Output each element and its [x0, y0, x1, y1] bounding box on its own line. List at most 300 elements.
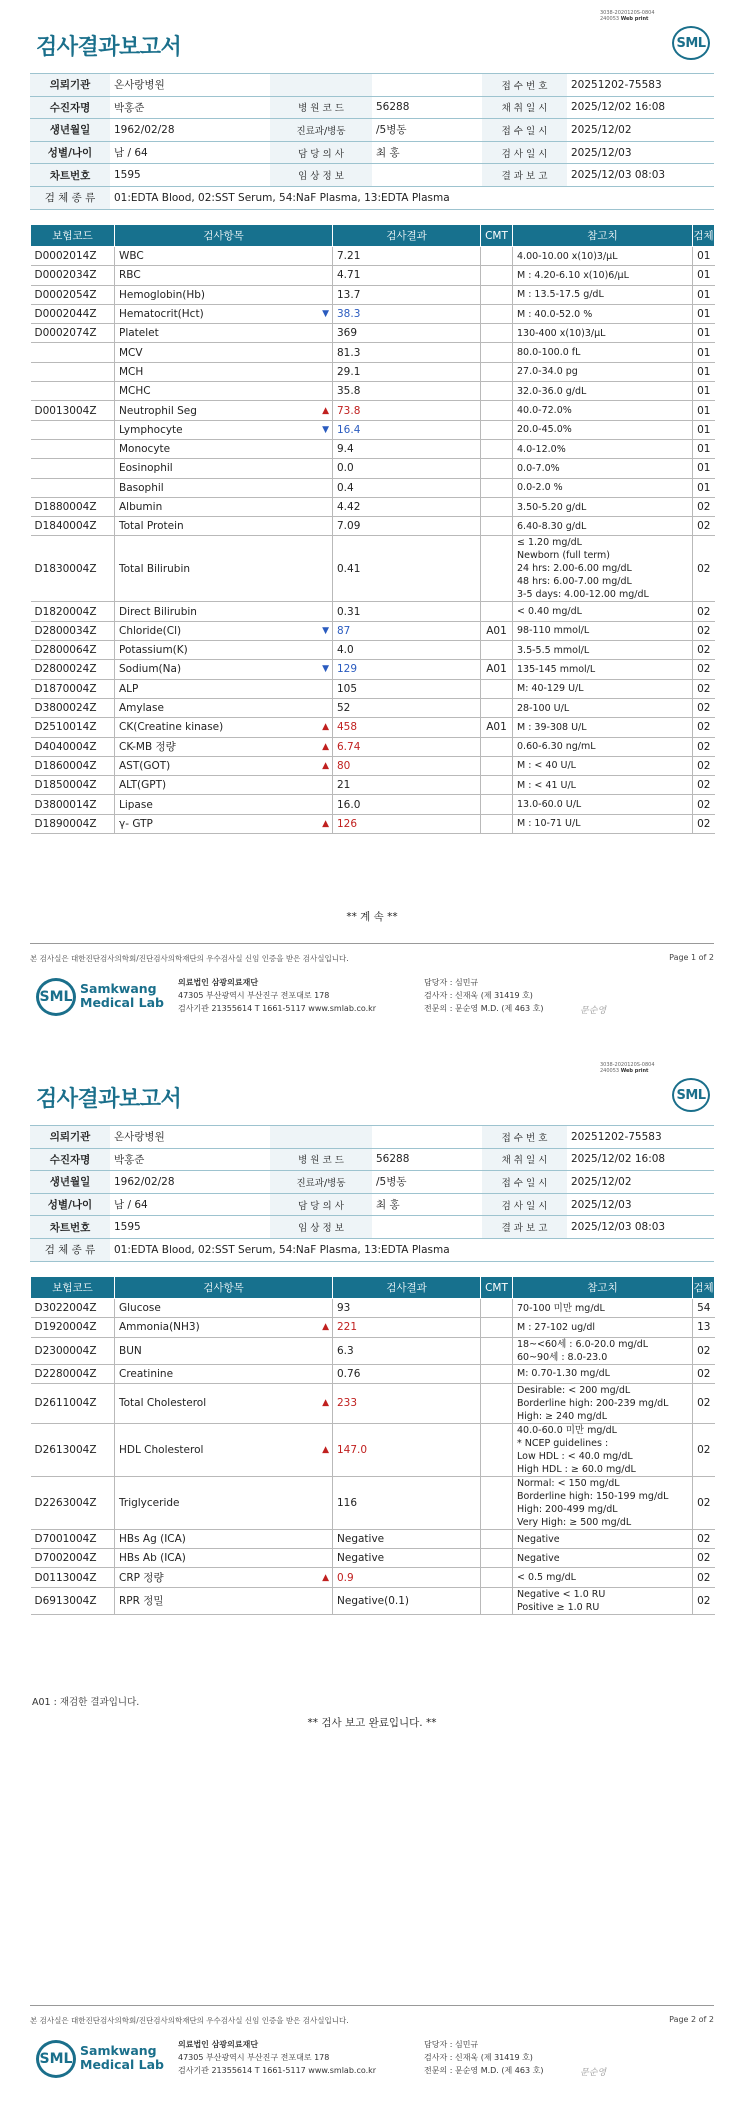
test-item-name: MCV [119, 346, 143, 359]
cmt-code [481, 679, 513, 698]
high-flag-icon: ▲ [322, 818, 329, 829]
divider [30, 943, 714, 944]
test-result: 29.1 [333, 362, 481, 381]
reference-line: < 0.40 mg/dL [517, 606, 582, 618]
insurance-code: D0002014Z [31, 247, 115, 266]
label: 진료과/병동 [270, 119, 372, 142]
test-result: Negative [333, 1529, 481, 1548]
test-item-name: CK(Creatine kinase) [119, 721, 224, 734]
insurance-code: D1850004Z [31, 776, 115, 795]
cmt-code [481, 517, 513, 536]
divider [30, 2005, 714, 2006]
specimen-types: 01:EDTA Blood, 02:SST Serum, 54:NaF Plasma, 13:EDTA Plasma [110, 1238, 714, 1261]
reference-line: High: 200-499 mg/dL [517, 1503, 618, 1515]
result-row [31, 517, 715, 536]
cmt-code [481, 1549, 513, 1568]
test-result: Negative(0.1) [333, 1587, 481, 1614]
test-result: 7.21 [333, 247, 481, 266]
patient-name: 박홍준 [110, 1148, 270, 1171]
reference-line: M : < 40 U/L [517, 760, 576, 772]
label: 결 과 보 고 [482, 1216, 567, 1239]
low-flag-icon: ▼ [322, 625, 329, 636]
result-row [31, 324, 715, 343]
specimen-code: 01 [693, 247, 715, 266]
reference-line: 32.0-36.0 g/dL [517, 385, 587, 397]
specimen-code: 01 [693, 401, 715, 420]
cmt-code [481, 285, 513, 304]
report-datetime: 2025/12/03 08:03 [567, 1216, 714, 1239]
test-result: 21 [333, 776, 481, 795]
test-result: Negative [333, 1549, 481, 1568]
cmt-code [481, 737, 513, 756]
reference-range [513, 814, 693, 833]
test-item [115, 343, 333, 362]
insurance-code [31, 459, 115, 478]
test-result: 93 [333, 1299, 481, 1318]
reference-line: Borderline high: 200-239 mg/dL [517, 1397, 669, 1409]
result-row [31, 1318, 715, 1337]
label: 채 취 일 시 [482, 96, 567, 119]
high-flag-icon: ▲ [322, 741, 329, 752]
specimen-code: 01 [693, 324, 715, 343]
reference-line: M: 0.70-1.30 mg/dL [517, 1368, 610, 1380]
test-result: 369 [333, 324, 481, 343]
specimen-code: 02 [693, 1364, 715, 1383]
result-row [31, 1364, 715, 1383]
result-row [31, 382, 715, 401]
specimen-code: 02 [693, 1529, 715, 1548]
reference-range [513, 1568, 693, 1587]
reference-range [513, 304, 693, 323]
birth-date: 1962/02/28 [110, 119, 270, 142]
specimen-code: 01 [693, 266, 715, 285]
insurance-code [31, 362, 115, 381]
high-flag-icon: ▲ [322, 1444, 329, 1455]
test-item [115, 517, 333, 536]
insurance-code: D0002074Z [31, 324, 115, 343]
test-item [115, 401, 333, 420]
test-item [115, 1476, 333, 1529]
test-item-name: Hemoglobin(Hb) [119, 288, 206, 301]
specimen-code: 02 [693, 660, 715, 679]
test-result: 4.0 [333, 641, 481, 660]
test-item-name: ALT(GPT) [119, 779, 167, 792]
test-item-name: BUN [119, 1344, 142, 1357]
column-header: 참고치 [513, 1277, 693, 1299]
cmt-code [481, 420, 513, 439]
reference-line: M : 40.0-52.0 % [517, 308, 593, 320]
high-flag-icon: ▲ [322, 760, 329, 771]
label: 성별/나이 [30, 141, 110, 164]
label: 차트번호 [30, 1216, 110, 1239]
insurance-code: D0013004Z [31, 401, 115, 420]
label: 임 상 정 보 [270, 164, 372, 187]
cmt-code [481, 304, 513, 323]
specimen-code: 01 [693, 382, 715, 401]
test-item-name: Amylase [119, 702, 164, 715]
test-item-name: Total Protein [119, 520, 184, 533]
cmt-code [481, 1587, 513, 1614]
test-result: 221 [333, 1318, 481, 1337]
test-item [115, 660, 333, 679]
specimen-code: 01 [693, 362, 715, 381]
reference-range [513, 1364, 693, 1383]
insurance-code: D0002044Z [31, 304, 115, 323]
test-item [115, 1423, 333, 1476]
insurance-code: D3022004Z [31, 1299, 115, 1318]
test-item-name: Chloride(Cl) [119, 624, 182, 637]
reference-range [513, 536, 693, 602]
test-item-name: Basophil [119, 481, 164, 494]
test-item-name: Ammonia(NH3) [119, 1321, 200, 1334]
insurance-code: D2280004Z [31, 1364, 115, 1383]
result-row [31, 536, 715, 602]
label: 병 원 코 드 [270, 96, 372, 119]
patient-name: 박홍준 [110, 96, 270, 119]
low-flag-icon: ▼ [322, 309, 329, 320]
test-item-name: Direct Bilirubin [119, 605, 197, 618]
label: 차트번호 [30, 164, 110, 187]
reference-line: M : 4.20-6.10 x(10)6/μL [517, 269, 629, 281]
institution-info: 의료법인 삼광의료재단 47305 부산광역시 부산진구 전포대로 178 검사기관 21355614 T 1661-5117 www.smlab.co.kr [178, 2040, 377, 2075]
test-item-name: ALP [119, 682, 139, 695]
result-row [31, 439, 715, 458]
cmt-code [481, 1364, 513, 1383]
department-ward: /5병동 [372, 119, 482, 142]
high-flag-icon: ▲ [322, 722, 329, 733]
test-item [115, 420, 333, 439]
result-row [31, 737, 715, 756]
cmt-code [481, 1423, 513, 1476]
reference-range [513, 1476, 693, 1529]
insurance-code: D7001004Z [31, 1529, 115, 1548]
column-header: 검사결과 [333, 1277, 481, 1299]
label: 접 수 일 시 [482, 119, 567, 142]
test-result: 147.0 [333, 1423, 481, 1476]
reference-line: < 0.5 mg/dL [517, 1572, 576, 1584]
result-row [31, 1568, 715, 1587]
column-header: 검체 [693, 1277, 715, 1299]
test-result: 129 [333, 660, 481, 679]
reference-line: 70-100 미만 mg/dL [517, 1302, 605, 1314]
result-row [31, 660, 715, 679]
result-row [31, 698, 715, 717]
report-title: 검사결과보고서 [36, 1087, 182, 1112]
insurance-code: D1870004Z [31, 679, 115, 698]
test-item [115, 776, 333, 795]
reference-line: 27.0-34.0 pg [517, 366, 578, 378]
label: 담 당 의 사 [270, 141, 372, 164]
reference-line: 130-400 x(10)3/μL [517, 327, 606, 339]
test-item-name: Sodium(Na) [119, 663, 182, 676]
reference-range [513, 247, 693, 266]
cmt-code [481, 814, 513, 833]
cmt-code [481, 1318, 513, 1337]
reference-line: * NCEP guidelines : [517, 1437, 609, 1449]
patient-info-table [30, 1125, 714, 1262]
reference-range [513, 718, 693, 737]
reference-line: Normal: < 150 mg/dL [517, 1477, 620, 1489]
sex-age: 남 / 64 [110, 1193, 270, 1216]
test-result: 9.4 [333, 439, 481, 458]
chart-number: 1595 [110, 164, 270, 187]
reference-line: 3.5-5.5 mmol/L [517, 644, 590, 656]
specimen-code: 02 [693, 1549, 715, 1568]
insurance-code: D0002034Z [31, 266, 115, 285]
reference-range [513, 382, 693, 401]
reference-line: 60~90세 : 8.0-23.0 [517, 1351, 608, 1363]
reference-range [513, 478, 693, 497]
document-code: 3038-2020120S-0804 240053 Web print [600, 10, 655, 22]
referring-institution: 온사랑병원 [110, 1126, 270, 1149]
cmt-code [481, 401, 513, 420]
reference-line: 28-100 U/L [517, 702, 570, 714]
cmt-code [481, 776, 513, 795]
test-item [115, 536, 333, 602]
cmt-code [481, 247, 513, 266]
test-item [115, 304, 333, 323]
collection-datetime: 2025/12/02 16:08 [567, 96, 714, 119]
reference-range [513, 1587, 693, 1614]
a01-note: A01 : 재검한 결과입니다. [32, 1697, 140, 1708]
test-item-name: Lymphocyte [119, 423, 183, 436]
receipt-number: 20251202-75583 [567, 1126, 714, 1149]
specimen-code: 01 [693, 304, 715, 323]
sml-footer-logo: SML [36, 978, 76, 1016]
reference-range [513, 737, 693, 756]
reference-line: 40.0-60.0 미만 mg/dL [517, 1424, 617, 1436]
result-row [31, 1299, 715, 1318]
test-item-name: HBs Ag (ICA) [119, 1533, 186, 1546]
result-row [31, 285, 715, 304]
low-flag-icon: ▼ [322, 424, 329, 435]
test-item [115, 698, 333, 717]
reference-range [513, 420, 693, 439]
reference-line: 3-5 days: 4.00-12.00 mg/dL [517, 589, 649, 601]
result-row [31, 478, 715, 497]
specimen-code: 01 [693, 439, 715, 458]
insurance-code: D2263004Z [31, 1476, 115, 1529]
insurance-code: D2800034Z [31, 621, 115, 640]
specimen-code: 01 [693, 420, 715, 439]
reference-range [513, 1299, 693, 1318]
test-result: 81.3 [333, 343, 481, 362]
column-header: 보험코드 [31, 1277, 115, 1299]
label: 결 과 보 고 [482, 164, 567, 187]
test-item [115, 679, 333, 698]
result-row [31, 814, 715, 833]
receipt-date: 2025/12/02 [567, 1171, 714, 1194]
test-result: 0.76 [333, 1364, 481, 1383]
cmt-code [481, 698, 513, 717]
test-item-name: WBC [119, 250, 144, 263]
specimen-code: 01 [693, 285, 715, 304]
reference-range [513, 1529, 693, 1548]
reference-range [513, 1549, 693, 1568]
high-flag-icon: ▲ [322, 405, 329, 416]
hospital-code: 56288 [372, 96, 482, 119]
test-result: 0.41 [333, 536, 481, 602]
reference-line: Desirable: < 200 mg/dL [517, 1384, 631, 1396]
test-item-name: Total Bilirubin [119, 562, 191, 575]
reference-line: Low HDL : < 40.0 mg/dL [517, 1450, 633, 1462]
physician: 최 홍 [372, 1193, 482, 1216]
cmt-code [481, 1299, 513, 1318]
result-row [31, 1383, 715, 1423]
label: 생년월일 [30, 1171, 110, 1194]
collection-datetime: 2025/12/02 16:08 [567, 1148, 714, 1171]
test-item-name: Monocyte [119, 443, 171, 456]
result-row [31, 401, 715, 420]
result-row [31, 776, 715, 795]
label: 진료과/병동 [270, 1171, 372, 1194]
test-item-name: CRP 정량 [119, 1572, 164, 1585]
test-item [115, 1364, 333, 1383]
test-result: 0.4 [333, 478, 481, 497]
insurance-code: D2613004Z [31, 1423, 115, 1476]
high-flag-icon: ▲ [322, 1572, 329, 1583]
test-item [115, 1383, 333, 1423]
reference-range [513, 795, 693, 814]
reference-line: M : 27-102 ug/dl [517, 1321, 596, 1333]
insurance-code: D2611004Z [31, 1383, 115, 1423]
test-item [115, 439, 333, 458]
reference-line: Positive ≥ 1.0 RU [517, 1601, 600, 1613]
reference-line: Newborn (full term) [517, 550, 610, 562]
test-item-name: AST(GOT) [119, 759, 171, 772]
cmt-code [481, 324, 513, 343]
insurance-code: D1880004Z [31, 497, 115, 516]
result-row [31, 1423, 715, 1476]
reference-range [513, 324, 693, 343]
sml-logo: SML [672, 1078, 710, 1112]
reference-range [513, 679, 693, 698]
chart-number: 1595 [110, 1216, 270, 1239]
reference-line: High HDL : ≥ 60.0 mg/dL [517, 1463, 636, 1475]
reference-range [513, 1383, 693, 1423]
test-result: 4.71 [333, 266, 481, 285]
cmt-code [481, 795, 513, 814]
reference-line: M: 40-129 U/L [517, 683, 584, 695]
label: 검 사 일 시 [482, 141, 567, 164]
result-row [31, 1476, 715, 1529]
test-result: 233 [333, 1383, 481, 1423]
cmt-code [481, 756, 513, 775]
test-result: 80 [333, 756, 481, 775]
reference-range [513, 497, 693, 516]
result-row [31, 1549, 715, 1568]
test-result: 6.74 [333, 737, 481, 756]
test-item-name: Lipase [119, 798, 153, 811]
cmt-code: A01 [481, 718, 513, 737]
insurance-code [31, 382, 115, 401]
reference-line: 98-110 mmol/L [517, 625, 590, 637]
cmt-code [481, 497, 513, 516]
reference-line: ≤ 1.20 mg/dL [517, 537, 582, 549]
receipt-date: 2025/12/02 [567, 119, 714, 142]
cmt-code [481, 362, 513, 381]
signature-image: 문순영 [580, 2068, 607, 2078]
result-row [31, 756, 715, 775]
reference-line: 18~<60세 : 6.0-20.0 mg/dL [517, 1338, 649, 1350]
reference-range [513, 343, 693, 362]
reference-line: 13.0-60.0 U/L [517, 799, 582, 811]
reference-range [513, 641, 693, 660]
specimen-code: 02 [693, 1568, 715, 1587]
reference-line: 4.0-12.0% [517, 443, 566, 455]
specimen-code: 02 [693, 517, 715, 536]
test-item [115, 756, 333, 775]
reference-line: M : < 41 U/L [517, 779, 576, 791]
test-item [115, 497, 333, 516]
insurance-code [31, 478, 115, 497]
label: 의뢰기관 [30, 74, 110, 97]
cmt-code [481, 1476, 513, 1529]
reference-line: High: ≥ 240 mg/dL [517, 1410, 607, 1422]
column-header: CMT [481, 225, 513, 247]
cmt-code [481, 641, 513, 660]
sml-logo: SML [672, 26, 710, 60]
reference-range [513, 362, 693, 381]
insurance-code: D3800014Z [31, 795, 115, 814]
continued-text: ** 계 속 ** [346, 911, 398, 923]
test-item [115, 718, 333, 737]
specimen-code: 02 [693, 756, 715, 775]
cmt-code [481, 1529, 513, 1548]
reference-line: Negative < 1.0 RU [517, 1588, 606, 1600]
insurance-code: D2300004Z [31, 1337, 115, 1364]
test-item-name: Potassium(K) [119, 644, 188, 657]
insurance-code: D1920004Z [31, 1318, 115, 1337]
cmt-code [481, 382, 513, 401]
reference-line: 135-145 mmol/L [517, 663, 596, 675]
result-row [31, 1529, 715, 1548]
patient-info-table [30, 73, 714, 210]
reference-line: 24 hrs: 2.00-6.00 mg/dL [517, 563, 632, 575]
test-item-name: Creatinine [119, 1367, 174, 1380]
test-item-name: HBs Ab (ICA) [119, 1552, 186, 1565]
receipt-number: 20251202-75583 [567, 74, 714, 97]
reference-line: 0.0-7.0% [517, 462, 560, 474]
hospital-code: 56288 [372, 1148, 482, 1171]
result-row [31, 718, 715, 737]
results-table [30, 1276, 715, 1615]
result-row [31, 266, 715, 285]
cmt-code [481, 1568, 513, 1587]
test-item-name: HDL Cholesterol [119, 1443, 204, 1456]
label: 의뢰기관 [30, 1126, 110, 1149]
label: 검 사 일 시 [482, 1193, 567, 1216]
low-flag-icon: ▼ [322, 664, 329, 675]
insurance-code [31, 439, 115, 458]
reference-line: 6.40-8.30 g/dL [517, 520, 587, 532]
specimen-code: 02 [693, 814, 715, 833]
sex-age: 남 / 64 [110, 141, 270, 164]
reference-range [513, 1337, 693, 1364]
test-result: 38.3 [333, 304, 481, 323]
test-item [115, 814, 333, 833]
reference-range [513, 660, 693, 679]
cmt-code [481, 266, 513, 285]
insurance-code: D2800064Z [31, 641, 115, 660]
result-row [31, 459, 715, 478]
high-flag-icon: ▲ [322, 1398, 329, 1409]
label: 담 당 의 사 [270, 1193, 372, 1216]
test-item [115, 795, 333, 814]
reference-line: Negative [517, 1533, 560, 1545]
result-row [31, 304, 715, 323]
test-result: 105 [333, 679, 481, 698]
